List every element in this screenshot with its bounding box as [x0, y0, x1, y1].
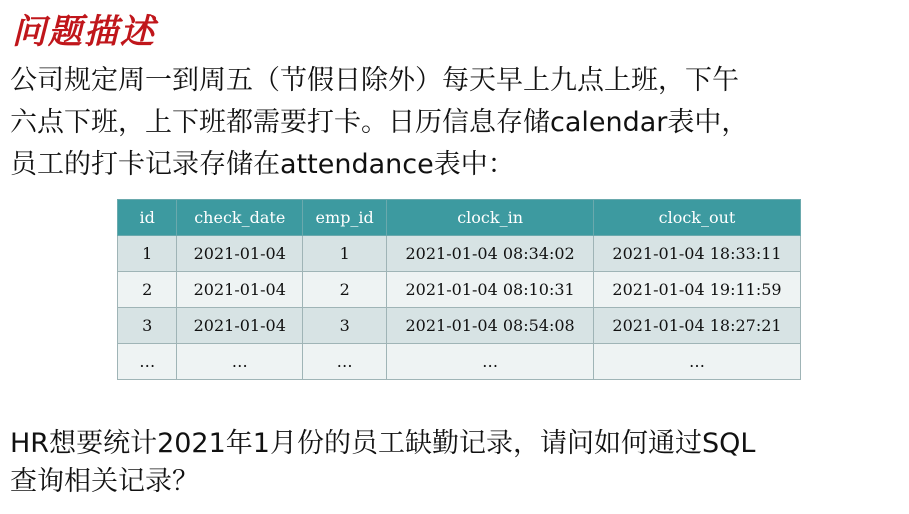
intro-line: 员工的打卡记录存储在attendance表中： — [10, 149, 515, 180]
table-cell: 2021-01-04 08:10:31 — [387, 272, 594, 308]
question-line: HR想要统计2021年1月份的员工缺勤记录，请问如何通过SQL — [10, 428, 756, 459]
table-cell: 2 — [118, 272, 177, 308]
column-header-emp-id: emp_id — [303, 200, 387, 236]
table-cell: 3 — [118, 308, 177, 344]
table-header-row — [118, 200, 801, 236]
table-cell: 2021-01-04 08:54:08 — [387, 308, 594, 344]
table-cell: 2021-01-04 19:11:59 — [594, 272, 801, 308]
intro-line: 六点下班，上下班都需要打卡。日历信息存储calendar表中， — [10, 107, 749, 138]
table-cell: 2021-01-04 — [177, 272, 303, 308]
column-header-clock-out: clock_out — [594, 200, 801, 236]
question-paragraph — [10, 425, 900, 501]
table-row — [118, 272, 801, 308]
table-cell: 1 — [118, 236, 177, 272]
table-cell: 2021-01-04 18:27:21 — [594, 308, 801, 344]
table-row — [118, 236, 801, 272]
page-title: 问题描述 — [12, 12, 156, 52]
table-cell: … — [387, 344, 594, 380]
attendance-table — [117, 199, 801, 380]
table-cell: … — [118, 344, 177, 380]
table-cell: … — [594, 344, 801, 380]
table-row — [118, 344, 801, 380]
column-header-clock-in: clock_in — [387, 200, 594, 236]
intro-paragraph — [10, 60, 900, 186]
table-cell: 2021-01-04 08:34:02 — [387, 236, 594, 272]
question-line: 查询相关记录？ — [10, 466, 199, 497]
table-cell: 2021-01-04 — [177, 308, 303, 344]
intro-line: 公司规定周一到周五（节假日除外）每天早上九点上班，下午 — [10, 65, 739, 96]
table-cell: 3 — [303, 308, 387, 344]
table-cell: … — [177, 344, 303, 380]
table-cell: … — [303, 344, 387, 380]
table-cell: 1 — [303, 236, 387, 272]
column-header-check-date: check_date — [177, 200, 303, 236]
table-row — [118, 308, 801, 344]
table-cell: 2021-01-04 18:33:11 — [594, 236, 801, 272]
table-cell: 2021-01-04 — [177, 236, 303, 272]
column-header-id: id — [118, 200, 177, 236]
table-cell: 2 — [303, 272, 387, 308]
